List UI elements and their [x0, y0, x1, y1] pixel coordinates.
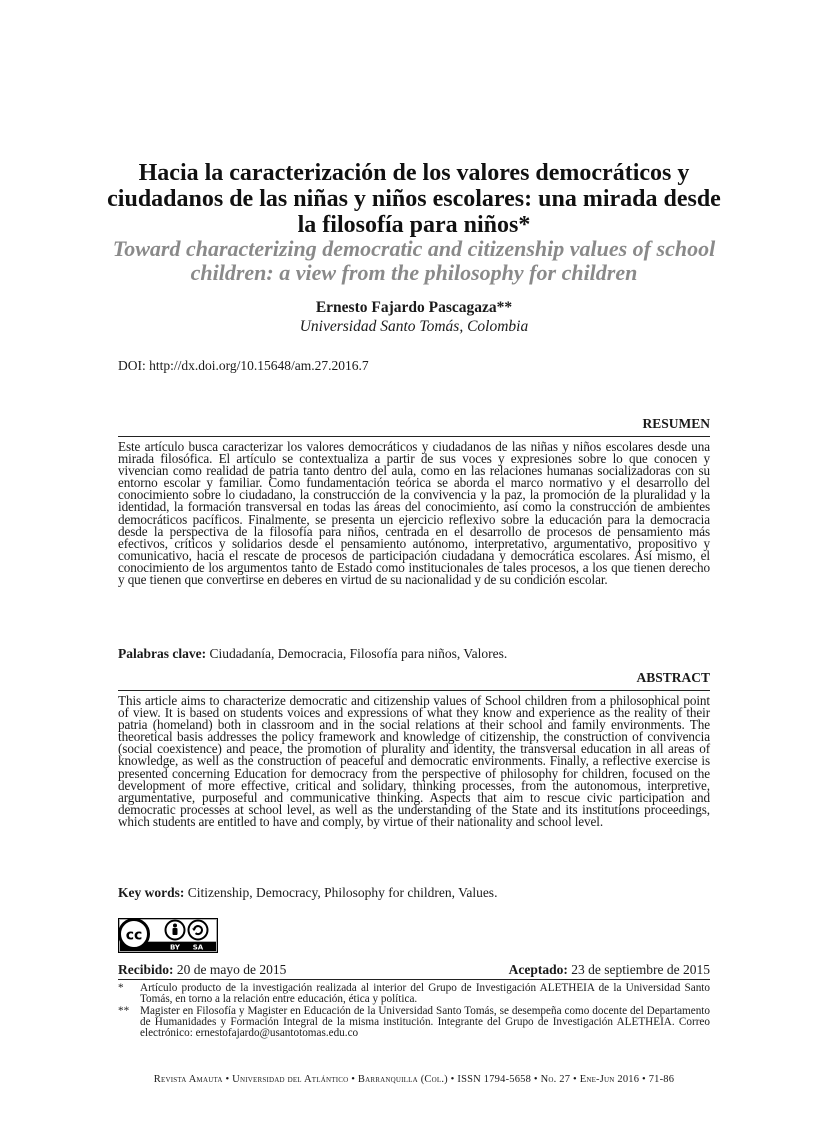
footnote-rule	[118, 979, 710, 980]
abstract-keywords-list: Citizenship, Democracy, Philosophy for children, Values.	[184, 885, 498, 900]
resumen-body: Este artículo busca caracterizar los valores democráticos y ciudadanos de las niñas y niños escolares desde una mirada filosófica. El artículo se contextualiza a partir de sus voces y expresiones sobre lo que conocen y vivencian como realidad de patria tanto dentro del aula, como en las relaciones humanas socializadoras con su entorno escolar y familiar. Como fundamentación teórica se aborda el marco normativo y el desarrollo del conocimiento sobre lo ciudadano, la construcción de la convivencia y la paz, la promoción de la pluralidad y la identidad, la formación transversal en todas las áreas del conocimiento, así como la construcción de ambientes democráticos pacíficos. Finalmente, se presenta un ejercicio reflexivo sobre la educación para la democracia desde la perspectiva de la filosofía para niños, centrada en el desarrollo de procesos de pensamiento más efectivos, críticos y solidarios desde el pensamiento autónomo, interpretativo, argumentativo, propositivo y comunicativo, hacia el rescate de procesos de participación ciudadana y democrática escolares. Así mismo, el conocimiento de los argumentos tanto de Estado como institucionales de tales procesos, a los que tienen derecho y que tienen que convertirse en deberes en virtud de su nacionalidad y de su condición escolar.	[118, 439, 710, 588]
accepted-date	[509, 961, 710, 979]
by-label: BY	[169, 943, 181, 952]
by-attribution-icon	[166, 921, 185, 940]
received-label: Recibido:	[118, 962, 174, 977]
journal-footer: Revista Amauta • Universidad del Atlántico • Barranquilla (Col.) • ISSN 1794-5658 • No. 27 • Ene-Jun 2016 • 71-86	[153, 1074, 675, 1085]
sa-label: SA	[192, 943, 204, 952]
abstract-keywords	[118, 884, 710, 901]
sa-share-alike-icon	[189, 921, 208, 940]
received-value: 20 de mayo de 2015	[173, 962, 287, 977]
author-name: Ernesto Fajardo Pascagaza**	[315, 299, 513, 316]
abstract-body: This article aims to characterize democratic and citizenship values of School children from a philosophical point of view. It is based on students voices and expressions of what they know and experience as the reality of their patria (homeland) both in classroom and in the social relations at their school and family environments. The theoretical basis addresses the policy framework and knowledge of citizenship, the construction of convivencia (social coexistence) and peace, the promotion of plurality and identity, the transversal education in all areas of knowledge, as well as the construction of peaceful and democratic environments. Finally, a reflective exercise is presented concerning Education for democracy from the perspective of philosophy for children, focused on the development of more effective, critical and solidary, thinking processes, from the autonomous, interpretive, argumentative, purposeful and communicative thinking. Aspects that aim to rescue civic participation and democratic processes at school level, as well as the understanding of the State and its institutions proceedings, which students are entitled to have and comply, by virtue of their nationality and school level.	[118, 693, 710, 829]
footnote-1	[118, 983, 710, 1005]
accepted-label: Aceptado:	[508, 962, 568, 977]
resumen-heading: RESUMEN	[642, 416, 710, 431]
title-spanish: Hacia la caracterización de los valores democráticos y ciudadanos de las niñas y niños escolares: una mirada desde la filosofía para niños*	[107, 160, 721, 238]
resumen-keywords-label: Palabras clave:	[118, 646, 207, 661]
doi-link[interactable]: DOI: http://dx.doi.org/10.15648/am.27.2016.7	[118, 358, 369, 373]
footnote-1-text: Artículo producto de la investigación realizada al interior del Grupo de Investigación ALETHEIA de la Universidad Santo Tomás, en torno a la relación entre educación, ética y política.	[140, 982, 710, 1005]
resumen-rule	[118, 436, 710, 437]
cc-by-sa-license-badge[interactable]	[118, 918, 218, 953]
abstract-rule	[118, 690, 710, 691]
author-affiliation: Universidad Santo Tomás, Colombia	[299, 318, 529, 335]
title-english: Toward characterizing democratic and citizenship values of school children: a view from the philosophy for children	[112, 236, 716, 285]
svg-text:cc: cc	[125, 927, 143, 944]
cc-logo-icon	[120, 920, 149, 949]
footnote-2-mark: **	[118, 1005, 130, 1017]
abstract-heading: ABSTRACT	[636, 670, 710, 685]
accepted-value: 23 de septiembre de 2015	[567, 962, 710, 977]
footnote-2-text: Magister en Filosofía y Magister en Educación de la Universidad Santo Tomás, se desempeña como docente del Departamento de Humanidades y Formación Integral de la misma institución. Integrante del Grupo de Investigación ALETHEIA. Correo electrónico: ernestofajardo@usantotomas.edu.co	[140, 1005, 710, 1039]
resumen-keywords-list: Ciudadanía, Democracia, Filosofía para niños, Valores.	[206, 646, 508, 661]
resumen-keywords	[118, 645, 710, 662]
footnote-2	[118, 1006, 710, 1038]
footnote-1-mark: *	[118, 982, 124, 994]
received-date	[118, 961, 286, 979]
abstract-keywords-label: Key words:	[118, 885, 185, 900]
